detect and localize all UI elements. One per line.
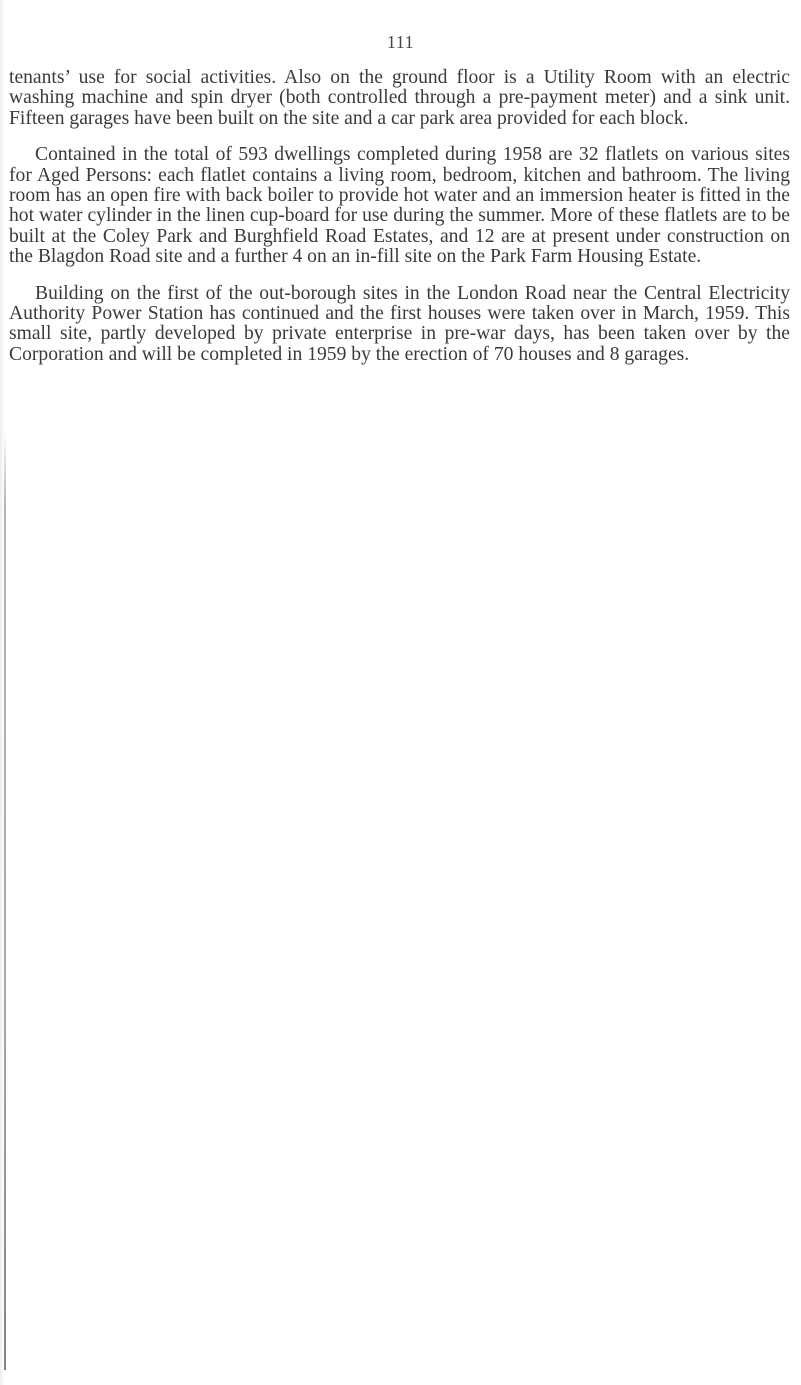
binding-margin-line [4, 430, 6, 1370]
paragraph-utility-room: tenants’ use for social activities. Also on the ground floor is a Utility Room with an electric washing machine and spin dryer (both controlled through a pre-payment meter) and a sink unit. Fifteen garages have been built on the site and a car park area provided for each block. [9, 67, 790, 129]
page-number: 111 [386, 32, 415, 52]
paragraph-aged-persons-flatlets: Contained in the total of 593 dwellings completed during 1958 are 32 flatlets on various sites for Aged Persons: each flatlet contains a living room, bedroom, kitchen and bathroom. The living room has an open fire with back boiler to provide hot water and an immersion heater is fitted in the hot water cylinder in the linen cup-board for use during the summer. More of these flatlets are to be built at the Coley Park and Burghfield Road Estates, and 12 are at present under construction on the Blagdon Road site and a further 4 on an in-fill site on the Park Farm Housing Estate. [9, 144, 790, 268]
paragraph-london-road-site: Building on the first of the out-borough sites in the London Road near the Central Electricity Authority Power Station has continued and the first houses were taken over in March, 1959. This small site, partly developed by private enterprise in pre-war days, has been taken over by the Corporation and will be completed in 1959 by the erection of 70 houses and 8 garages. [9, 282, 790, 365]
body-text [9, 68, 790, 381]
